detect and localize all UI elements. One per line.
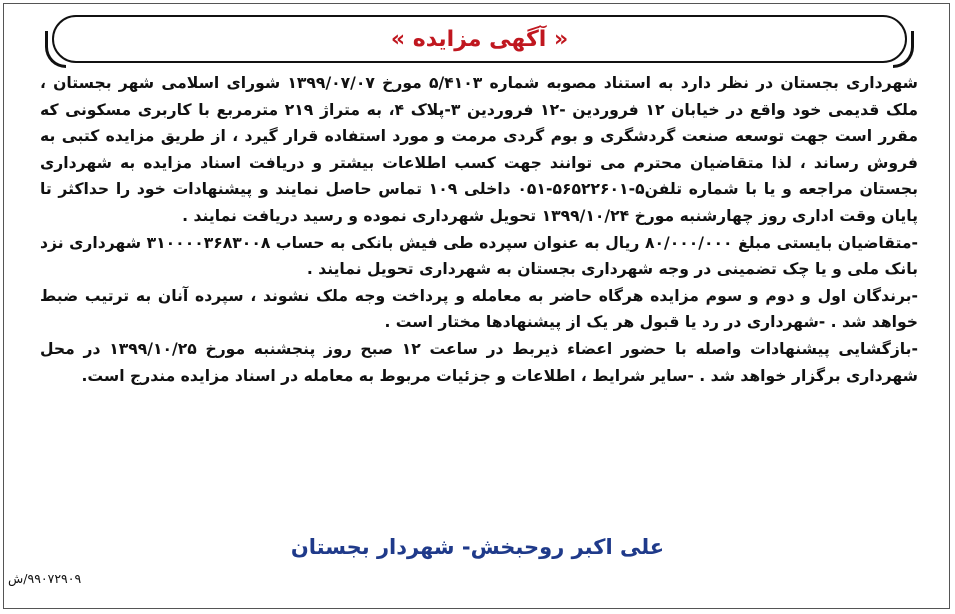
- ad-body: [40, 70, 918, 389]
- paragraph-opening: -بازگشایی پیشنهادات واصله با حضور اعضاء ذیربط در ساعت ۱۲ صبح روز پنجشنبه مورخ ۱۳۹۹/۱۰/۲۵ در محل شهرداری برگزار خواهد شد . -سایر شرایط ، اطلاعات و جزئیات مربوط به معامله در اسناد مزایده مندرج است.: [40, 339, 918, 385]
- title-banner: [52, 15, 907, 63]
- paragraph-deposit: -متقاضیان بایستی مبلغ ۸۰/۰۰۰/۰۰۰ ریال به عنوان سپرده طی فیش بانکی به حساب ۳۱۰۰۰۰۳۶۸۳۰۰۸ شهرداری نزد بانک ملی و یا چک تضمینی در وجه شهرداری بجستان به شهرداری تحویل نمایند .: [40, 233, 918, 279]
- paragraph-intro: شهرداری بجستان در نظر دارد به استناد مصوبه شماره ۵/۴۱۰۳ مورخ ۱۳۹۹/۰۷/۰۷ شورای اسلامی شهر بجستان ، ملک قدیمی خود واقع در خیابان ۱۲ فروردین -۱۲ فروردین ۳-پلاک ۴، به متراژ ۲۱۹ مترمربع با کاربری مسکونی که مقرر است جهت توسعه صنعت گردشگری و بوم گردی مرمت و مورد استفاده قرار گیرد ، از طریق مزایده کتبی به فروش رساند ، لذا متقاضیان محترم می توانند جهت کسب اطلاعات بیشتر و دریافت اسناد مزایده به شهرداری بجستان مراجعه و یا با شماره تلفن۵-۵۶۵۲۲۶۰۱-۰۵۱ داخلی ۱۰۹ تماس حاصل نمایند و پیشنهادات خود را حداکثر تا پایان وقت اداری روز چهارشنبه مورخ ۱۳۹۹/۱۰/۲۴ تحویل شهرداری نموده و رسید دریافت نمایند .: [40, 74, 918, 225]
- paragraph-winners: -برندگان اول و دوم و سوم مزایده هرگاه حاضر به معامله و پرداخت وجه ملک نشوند ، سپرده آنان به ترتیب ضبط خواهد شد . -شهرداری در رد یا قبول هر یک از پیشنهادها مختار است .: [40, 286, 918, 332]
- ad-title: « آگهی مزایده »: [390, 26, 569, 52]
- ad-code: ۹۹۰۷۲۹۰۹/ش: [8, 571, 82, 586]
- signature: علی اکبر روحبخش- شهردار بجستان: [290, 535, 665, 559]
